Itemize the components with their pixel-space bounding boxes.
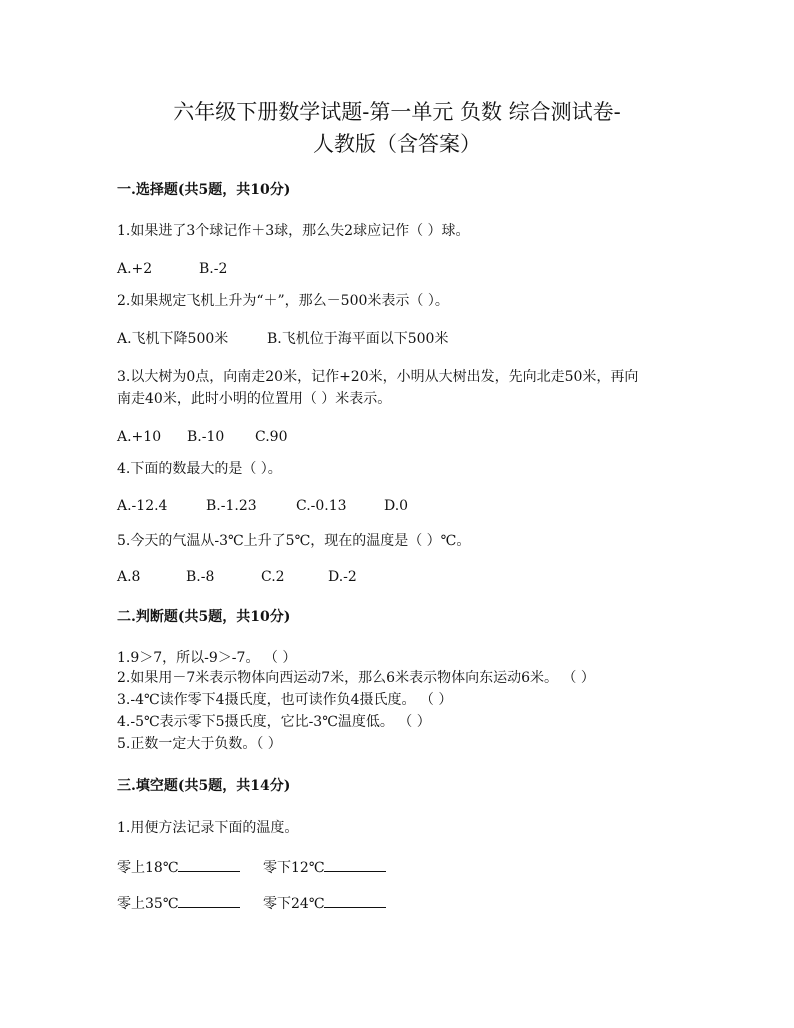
answer-blank[interactable] xyxy=(178,857,240,872)
question-1-1: 1.如果进了3个球记作＋3球，那么失2球应记作（ ）球。 xyxy=(117,223,470,239)
question-1-3-line2: 南走40米，此时小明的位置用（ ）米表示。 xyxy=(117,391,392,407)
question-1-5-options xyxy=(117,567,357,587)
judge-item-5: 5.正数一定大于负数。（ ） xyxy=(117,736,282,752)
fill-item xyxy=(263,893,386,914)
answer-blank[interactable] xyxy=(178,893,240,908)
judge-item-1: 1.9＞7，所以-9＞-7。 （ ） xyxy=(117,650,297,666)
option-b: B.飞机位于海平面以下500米 xyxy=(267,331,449,347)
option-a: A.+10 xyxy=(117,429,162,445)
page-title-line2: 人教版（含答案） xyxy=(313,132,481,156)
judge-item-2: 2.如果用－7米表示物体向西运动7米，那么6米表示物体向东运动6米。 （ ） xyxy=(117,670,595,686)
fill-item xyxy=(117,857,263,878)
fill-row-1 xyxy=(117,857,386,878)
question-1-4: 4.下面的数最大的是（ ）。 xyxy=(117,461,282,477)
fill-item xyxy=(263,857,386,878)
question-1-3-options xyxy=(117,427,287,447)
judge-item-4: 4.-5℃表示零下5摄氏度，它比-3℃温度低。 （ ） xyxy=(117,714,431,730)
question-1-1-options xyxy=(117,259,227,279)
answer-blank[interactable] xyxy=(324,857,386,872)
option-c: C.90 xyxy=(255,429,288,445)
answer-blank[interactable] xyxy=(324,893,386,908)
question-1-3-line1: 3.以大树为0点，向南走20米，记作+20米，小明从大树出发，先向北走50米，再向 xyxy=(117,369,639,385)
option-b: B.-1.23 xyxy=(206,498,257,514)
fill-label: 零上35℃ xyxy=(117,896,179,912)
question-1-2: 2.如果规定飞机上升为“＋”，那么－500米表示（ ）。 xyxy=(117,293,449,309)
fill-question-1: 1.用便方法记录下面的温度。 xyxy=(117,820,299,836)
section1-heading: 一.选择题(共5题，共10分) xyxy=(117,182,291,198)
option-a: A.-12.4 xyxy=(117,498,168,514)
question-1-2-options xyxy=(117,329,448,349)
option-d: D.0 xyxy=(384,498,409,514)
question-1-5: 5.今天的气温从-3℃上升了5℃，现在的温度是（ ）℃。 xyxy=(117,533,471,549)
fill-label: 零上18℃ xyxy=(117,860,179,876)
section2-heading: 二.判断题(共5题，共10分) xyxy=(117,609,291,625)
question-1-4-options xyxy=(117,496,408,516)
fill-label: 零下24℃ xyxy=(263,896,325,912)
option-c: C.2 xyxy=(261,569,285,585)
option-a: A.+2 xyxy=(117,261,153,277)
fill-row-2 xyxy=(117,893,386,914)
option-a: A.飞机下降500米 xyxy=(117,331,229,347)
section3-heading: 三.填空题(共5题，共14分) xyxy=(117,778,291,794)
option-a: A.8 xyxy=(117,569,141,585)
page-title-line1: 六年级下册数学试题-第一单元 负数 综合测试卷- xyxy=(173,100,621,124)
option-b: B.-8 xyxy=(186,569,215,585)
option-c: C.-0.13 xyxy=(296,498,347,514)
fill-item xyxy=(117,893,263,914)
option-b: B.-2 xyxy=(199,261,228,277)
option-b: B.-10 xyxy=(187,429,225,445)
judge-item-3: 3.-4℃读作零下4摄氏度，也可读作负4摄氏度。 （ ） xyxy=(117,692,453,708)
option-d: D.-2 xyxy=(328,569,357,585)
fill-label: 零下12℃ xyxy=(263,860,325,876)
